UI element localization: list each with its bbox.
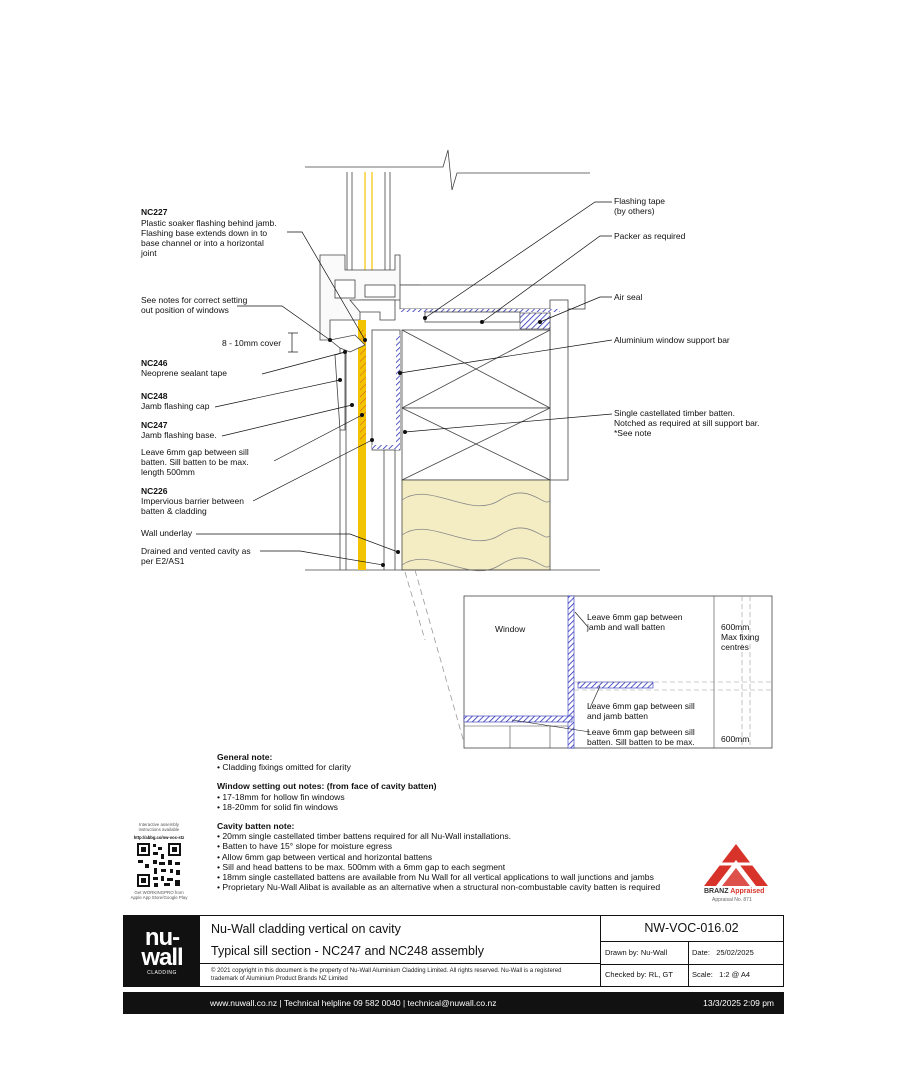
row-separator bbox=[688, 964, 689, 986]
detail-sill-gap-line1: Leave 6mm gap between sill bbox=[587, 701, 695, 711]
detail-max-line1: 600mm bbox=[721, 622, 750, 632]
title-divider bbox=[200, 963, 600, 964]
detail-window-label: Window bbox=[495, 624, 526, 634]
branz-title bbox=[704, 888, 764, 895]
title-block bbox=[123, 915, 784, 987]
label-nc247-desc: Jamb flashing base. bbox=[141, 430, 217, 440]
branz-title-a: BRANZ bbox=[704, 888, 729, 895]
cavity-note-item: • Sill and head battens to be max. 500mm with a 6mm gap to each segment bbox=[217, 861, 506, 872]
branz-subtitle: Appraisal No. 871 bbox=[712, 897, 752, 903]
date-label: Date: bbox=[692, 948, 710, 957]
detail-sill-batten-line1: Leave 6mm gap between sill bbox=[587, 727, 695, 737]
cavity-note-item: • Allow 6mm gap between vertical and horizontal battens bbox=[217, 851, 433, 862]
label-nc248-code: NC248 bbox=[141, 391, 168, 401]
label-nc246-desc: Neoprene sealant tape bbox=[141, 368, 228, 378]
drawn-row bbox=[600, 942, 783, 965]
date-field bbox=[692, 942, 754, 964]
nuwall-logo bbox=[124, 916, 200, 986]
qr-url[interactable]: http://abbg.co/nw-voc-stz bbox=[133, 835, 185, 840]
label-gap-line2: batten. Sill batten to be max. bbox=[141, 457, 249, 467]
detail-jamb-gap-line1: Leave 6mm gap between bbox=[587, 612, 683, 622]
branz-logo-icon bbox=[700, 842, 772, 888]
label-flashing-tape-line2: (by others) bbox=[614, 206, 655, 216]
insulation bbox=[402, 480, 550, 571]
label-air-seal: Air seal bbox=[614, 292, 643, 302]
detail-sill-gap-line2: and jamb batten bbox=[587, 711, 648, 721]
footer-bar bbox=[123, 992, 784, 1014]
label-nc227-code: NC227 bbox=[141, 207, 168, 217]
label-nc247-code: NC247 bbox=[141, 420, 168, 430]
label-batten-line2: Notched as required at sill support bar. bbox=[614, 418, 760, 428]
cavity-note-item: • 20mm single castellated timber battens required for all Nu-Wall installations. bbox=[217, 831, 512, 842]
label-nc226-line1: Impervious barrier between bbox=[141, 496, 244, 506]
row-separator bbox=[688, 942, 689, 964]
notes-block bbox=[217, 752, 697, 892]
label-gap-line1: Leave 6mm gap between sill bbox=[141, 447, 249, 457]
qr-caption: Interactive assembly instructions available bbox=[138, 822, 180, 832]
label-drained-line1: Drained and vented cavity as bbox=[141, 546, 251, 556]
label-support-bar: Aluminium window support bar bbox=[614, 335, 730, 345]
label-nc226-code: NC226 bbox=[141, 486, 168, 496]
drawing-title: Nu-Wall cladding vertical on cavity bbox=[211, 922, 401, 936]
qr-code-icon[interactable] bbox=[136, 842, 182, 888]
break-line bbox=[305, 150, 590, 190]
timber-framing bbox=[402, 330, 550, 480]
logo-line1: nu- bbox=[144, 924, 180, 951]
detail-sill-batten-line2: batten. Sill batten to be max. bbox=[587, 737, 695, 747]
logo-line2: wall bbox=[141, 944, 183, 971]
label-nc227-line4: joint bbox=[141, 248, 157, 258]
label-nc227-line3: base channel or into a horizontal bbox=[141, 238, 264, 248]
window-note-item: • 18-20mm for solid fin windows bbox=[217, 801, 338, 812]
left-labels bbox=[140, 207, 281, 566]
label-nc227-line1: Plastic soaker flashing behind jamb. bbox=[141, 218, 277, 228]
qr-block[interactable] bbox=[130, 822, 188, 908]
label-setting-line2: out position of windows bbox=[141, 305, 229, 315]
cavity-note-item: • Proprietary Nu-Wall Alibat is available as an alternative when a structural non-combustable cavity batten is required bbox=[217, 882, 661, 893]
label-wall-underlay: Wall underlay bbox=[141, 528, 193, 538]
drawn-by: Drawn by: Nu-Wall bbox=[605, 948, 668, 957]
logo-sub: CLADDING bbox=[147, 970, 177, 976]
label-nc248-desc: Jamb flashing cap bbox=[141, 401, 210, 411]
qr-footer: Get WORKINGPRO from Apple App Store/Google Play bbox=[130, 890, 188, 900]
cavity-note-item: • Batten to have 15° slope for moisture egress bbox=[217, 841, 393, 852]
drawing-number: NW-VOC-016.02 bbox=[600, 916, 783, 942]
cover-dimension bbox=[288, 333, 298, 352]
label-flashing-tape-line1: Flashing tape bbox=[614, 196, 666, 206]
general-note-title: General note: bbox=[217, 752, 273, 762]
scale-field bbox=[692, 964, 750, 986]
checked-by: Checked by: RL, GT bbox=[605, 970, 673, 979]
branz-badge bbox=[700, 842, 772, 912]
drawing-subtitle: Typical sill section - NC247 and NC248 assembly bbox=[211, 944, 485, 958]
label-setting-line1: See notes for correct setting bbox=[141, 295, 248, 305]
label-batten-line3: *See note bbox=[614, 428, 652, 438]
copyright-text: © 2021 copyright in this document is the property of Nu-Wall Aluminium Cladding Limited. All rights reserved. Nu-Wall is a registered trademark of Aluminium Product Brands NZ Limited bbox=[211, 968, 562, 982]
detail-dim-600: 600mm bbox=[721, 734, 750, 744]
right-labels bbox=[614, 196, 760, 438]
label-nc246-code: NC246 bbox=[141, 358, 168, 368]
footer-contact[interactable]: www.nuwall.co.nz | Technical helpline 09 582 0040 | technical@nuwall.co.nz bbox=[210, 998, 497, 1008]
detail-callout-lines bbox=[405, 570, 465, 746]
footer-timestamp: 13/3/2025 2:09 pm bbox=[703, 998, 774, 1008]
label-gap-line3: length 500mm bbox=[141, 467, 195, 477]
label-packer: Packer as required bbox=[614, 231, 686, 241]
glazing-unit bbox=[347, 172, 390, 270]
cavity-note-item: • 18mm single castellated battens are available from Nu Wall for all vertical applications to wall junctions and jambs bbox=[217, 872, 654, 883]
scale-value: 1:2 @ A4 bbox=[719, 970, 751, 979]
label-cover: 8 - 10mm cover bbox=[222, 338, 282, 348]
label-drained-line2: per E2/AS1 bbox=[141, 556, 185, 566]
branz-title-b: Appraised bbox=[730, 888, 765, 895]
label-nc227-line2: Flashing base extends down in to bbox=[141, 228, 268, 238]
date-value: 25/02/2025 bbox=[716, 948, 754, 957]
checked-row bbox=[600, 964, 783, 986]
window-note-item: • 17-18mm for hollow fin windows bbox=[217, 791, 345, 802]
detail-jamb-gap-line2: jamb and wall batten bbox=[587, 622, 665, 632]
general-note-item: • Cladding fixings omitted for clarity bbox=[217, 762, 351, 773]
detail-max-line3: centres bbox=[721, 642, 749, 652]
window-note-title: Window setting out notes: (from face of cavity batten) bbox=[217, 781, 437, 792]
label-nc226-line2: batten & cladding bbox=[141, 506, 207, 516]
detail-max-line2: Max fixing bbox=[721, 632, 760, 642]
detail-inset bbox=[464, 596, 772, 748]
cavity-note-title: Cavity batten note: bbox=[217, 821, 295, 832]
label-batten-line1: Single castellated timber batten. bbox=[614, 408, 735, 418]
scale-label: Scale: bbox=[692, 970, 713, 979]
